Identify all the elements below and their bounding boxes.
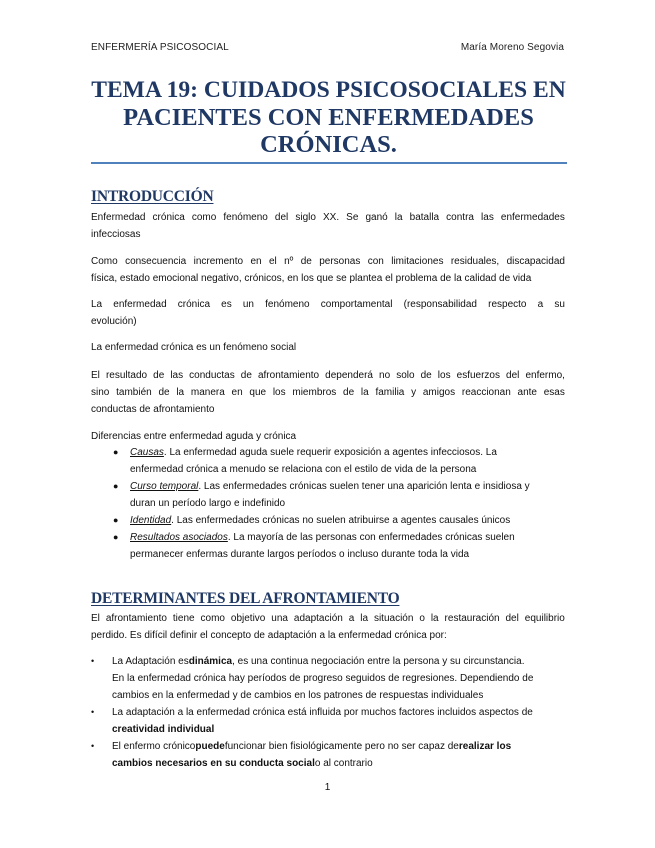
header-course: ENFERMERÍA PSICOSOCIAL [91,42,229,53]
word: de [300,256,312,267]
word: y [411,387,417,398]
word: la [360,613,369,624]
word: equilibrio [524,613,565,624]
term-causas: Causas [130,447,164,458]
word: limitaciones [391,256,444,267]
word: del [505,613,519,624]
list-line [112,653,565,670]
word: manera [190,387,225,398]
determinantes-paragraph-1 [91,610,565,644]
intro-paragraph-3 [91,296,565,330]
list-line [130,444,565,461]
intro-paragraph-4 [91,339,565,356]
bold-realizar: realizar los [458,741,512,752]
list-line: enfermedad crónica a menudo se relaciona con el estilo de vida de la persona [130,464,477,475]
bold-cambios: cambios necesarios en su conducta social [112,758,315,769]
word: contra [446,212,474,223]
word: la [360,387,369,398]
paragraph-line: conductas de afrontamiento [91,404,215,415]
word: también [116,387,152,398]
justified-line [91,209,565,226]
word: la [430,613,439,624]
word: del [506,370,520,381]
paragraph-line: perdido. Es difícil definir el concepto de adaptación a la enfermedad crónica por: [91,630,447,641]
bullet-icon: • [91,741,95,751]
list-item-text [130,512,565,529]
bullet-icon: ● [113,481,119,491]
word: su [554,299,565,310]
paragraph-line: La enfermedad crónica es un fenómeno social [91,342,297,353]
section-heading-determinantes: DETERMINANTES DEL AFRONTAMIENTO [91,590,400,607]
word: respecto [488,299,527,310]
word: enfermedades [500,212,565,223]
section-heading-introduccion: INTRODUCCIÓN [91,188,214,205]
list-item-text [112,738,565,772]
word: un [242,299,254,310]
text-run: o al contrario [314,758,373,769]
word: El [91,370,100,381]
list-line [112,738,565,755]
word: ante [517,387,537,398]
word: la [394,212,403,223]
word: las [170,370,184,381]
word: enfermo, [525,370,565,381]
word: fenómeno [265,299,310,310]
bullet-icon: • [91,656,95,666]
word: conductas [189,370,235,381]
word: Se [346,212,359,223]
paragraph-line: física, estado emocional negativo, crónicos, en los que se plantea el problema de la calidad de vida [91,273,532,284]
word: dependerá [325,370,373,381]
list-item-text [130,529,565,563]
word: no [379,370,391,381]
bullet-icon: • [91,707,95,717]
justified-line [91,296,565,313]
term-desc: . Las enfermedades crónicas no suelen atribuirse a agentes causales únicos [171,515,511,526]
bullet-icon: ● [113,532,119,542]
word: adaptación [293,613,343,624]
word: sino [91,387,110,398]
term-desc: . La enfermedad aguda suele requerir exposición a agentes infecciosos. La [163,447,497,458]
word: objetivo [230,613,266,624]
page-number: 1 [324,782,331,793]
word: afrontamiento [257,370,320,381]
term-identidad: Identidad [130,515,172,526]
title-divider [91,162,567,164]
list-line [112,755,565,772]
paragraph-line: Diferencias entre enfermedad aguda y crónica [91,431,297,442]
word: de [158,387,170,398]
list-line: La adaptación a la enfermedad crónica está influida por muchos factores incluidos aspectos de [112,707,533,718]
justified-line [91,384,565,401]
bold-dinamica: dinámica [188,656,233,667]
word: familia [375,387,405,398]
title-line-3: CRÓNICAS. [260,131,397,158]
list-item-text [112,704,565,738]
word: La [91,299,103,310]
justified-line [91,367,565,384]
text-run: funcionar bien fisiológicamente pero no ser capaz de [224,741,459,752]
word: XX. [322,212,340,223]
list-line: duran un período largo e indefinido [130,498,286,509]
bold-puede: puede [195,741,225,752]
word: del [274,212,289,223]
word: comportamental [320,299,393,310]
word: en [250,256,262,267]
justified-line [91,610,565,627]
word: esfuerzos [456,370,500,381]
list-line: cambios en la enfermedad y de cambios en los patrones de respuestas individuales [112,690,484,701]
word: de [153,370,165,381]
title-line-1: TEMA 19: CUIDADOS PSICOSOCIALES EN [91,77,566,103]
word: con [367,256,384,267]
word: residuales, [450,256,500,267]
word: es [221,299,232,310]
word: nº [284,256,294,267]
list-line: permanecer enfermas durante largos períodos o incluso durante toda la vida [130,549,470,560]
word: la [176,387,185,398]
paragraph-line: evolución) [91,316,137,327]
list-line [130,478,565,495]
word: esas [543,387,565,398]
word: amigos [422,387,456,398]
page-header [91,42,564,53]
word: tiene [172,613,195,624]
text-run: La Adaptación es [112,656,189,667]
word: consecuencia [125,256,187,267]
word: afrontamiento [105,613,167,624]
word: como [200,613,225,624]
list-line: En la enfermedad crónica hay períodos de progreso seguidos de regresiones. Dependiendo de [112,673,534,684]
text-run: , es una continua negociación entre la persona y su circunstancia. [232,656,525,667]
title-line-2: PACIENTES CON ENFERMEDADES [123,104,534,131]
differences-intro [91,428,565,445]
word: (responsabilidad [403,299,477,310]
text-run: El enfermo crónico [112,741,196,752]
word: siglo [295,212,316,223]
word: los [272,387,286,398]
word: como [191,212,217,223]
list-line [130,512,565,529]
intro-paragraph-5 [91,367,565,418]
header-author: María Moreno Segovia [460,42,564,53]
word: crónica [177,299,211,310]
term-resultados-asociados: Resultados asociados [130,532,228,543]
word: miembros [292,387,337,398]
word: El [91,613,100,624]
word: reaccionan [461,387,511,398]
word: las [481,212,494,223]
word: resultado [105,370,148,381]
document-title [91,77,566,158]
word: en [231,387,243,398]
word: a [537,299,544,310]
bullet-icon: ● [113,447,119,457]
word: de [240,370,252,381]
bullet-icon: ● [113,515,119,525]
word: discapacidad [506,256,565,267]
word: que [249,387,267,398]
word: Como [91,256,118,267]
word: de [420,370,432,381]
term-desc: . La mayoría de las personas con enfermedades crónicas suelen [227,532,515,543]
word: el [268,256,277,267]
word: enfermedad [113,299,167,310]
list-item-text [130,478,565,512]
word: solo [396,370,415,381]
word: Enfermedad [91,212,146,223]
word: personas [319,256,361,267]
list-line [130,529,565,546]
list-item-text [112,653,565,704]
word: una [271,613,288,624]
justified-line [91,253,565,270]
word: o [419,613,425,624]
intro-paragraph-2 [91,253,565,287]
term-curso-temporal: Curso temporal [130,481,199,492]
intro-paragraph-1 [91,209,565,243]
paragraph-line: infecciosas [91,229,141,240]
word: restauración [444,613,500,624]
word: situación [373,613,414,624]
word: a [348,613,355,624]
word: incremento [193,256,244,267]
word: batalla [409,212,440,223]
word: ganó [365,212,388,223]
word: fenómeno [223,212,268,223]
bold-creatividad: creatividad individual [112,724,215,735]
word: los [437,370,451,381]
word: de [343,387,355,398]
word: crónica [152,212,185,223]
list-item-text [130,444,565,478]
term-desc: . Las enfermedades crónicas suelen tener una aparición lenta e insidiosa y [198,481,530,492]
